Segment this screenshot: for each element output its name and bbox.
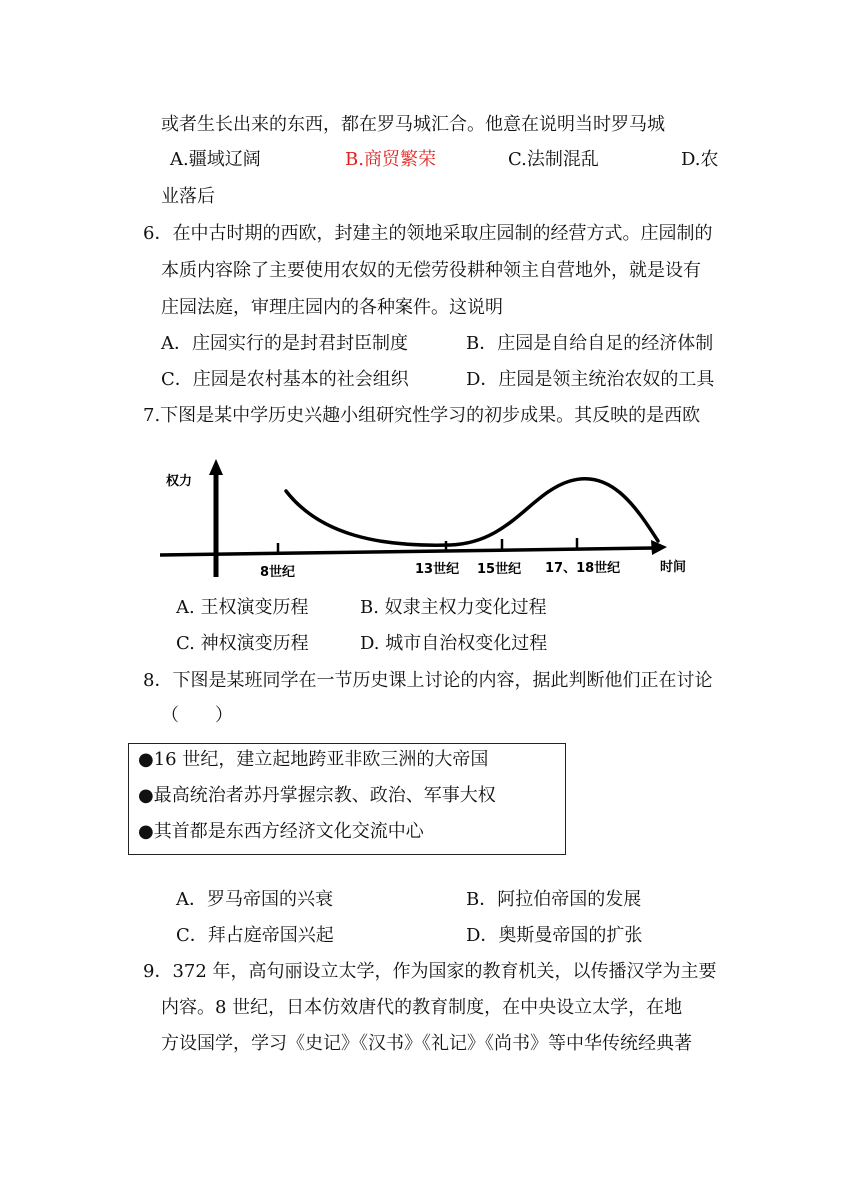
- q9-line2: 内容。8 世纪，日本仿效唐代的教育制度，在中央设立太学，在地: [161, 997, 683, 1018]
- q8-bullet-2: ●最高统治者苏丹掌握宗教、政治、军事大权: [138, 785, 496, 806]
- q6-option-b: B．庄园是自给自足的经济体制: [466, 333, 714, 354]
- tick-label-13: 13世纪: [415, 562, 460, 577]
- x-axis-label: 时间: [660, 560, 687, 575]
- q5-option-a: A.疆域辽阔: [170, 149, 261, 170]
- q6-line2: 本质内容除了主要使用农奴的无偿劳役耕种领主自营地外，就是设有: [161, 260, 701, 281]
- power-curve: [286, 479, 658, 546]
- q8-option-d: D．奥斯曼帝国的扩张: [466, 925, 643, 946]
- q7-option-a: A. 王权演变历程: [176, 597, 309, 618]
- q7-line1: 7.下图是某中学历史兴趣小组研究性学习的初步成果。其反映的是西欧: [143, 405, 701, 426]
- q9-line1: 9．372 年，高句丽设立太学，作为国家的教育机关，以传播汉学为主要: [143, 961, 717, 982]
- q8-option-a: A．罗马帝国的兴衰: [176, 889, 333, 910]
- tick-label-8: 8世纪: [260, 565, 296, 580]
- y-axis-arrow: [209, 459, 223, 475]
- y-axis-label: 权力: [166, 474, 193, 489]
- q8-bullet-3: ●其首都是东西方经济文化交流中心: [138, 821, 424, 842]
- tick-label-15: 15世纪: [477, 562, 522, 577]
- q8-answer-paren: （ ）: [161, 705, 233, 726]
- q8-option-b: B．阿拉伯帝国的发展: [466, 889, 642, 910]
- q7-option-c: C. 神权演变历程: [176, 633, 309, 654]
- q5-line1: 或者生长出来的东西，都在罗马城汇合。他意在说明当时罗马城: [161, 114, 665, 135]
- q8-line1: 8．下图是某班同学在一节历史课上讨论的内容，据此判断他们正在讨论: [143, 670, 713, 691]
- q9-line3: 方设国学，学习《史记》《汉书》《礼记》《尚书》等中华传统经典著: [161, 1033, 692, 1054]
- q8-bullet-1: ●16 世纪，建立起地跨亚非欧三洲的大帝国: [138, 749, 489, 770]
- q8-option-c: C．拜占庭帝国兴起: [176, 925, 334, 946]
- q5-option-d: D.农: [681, 149, 719, 170]
- tick-label-17-18: 17、18世纪: [545, 561, 621, 576]
- power-trend-diagram: [150, 455, 710, 585]
- q6-option-c: C．庄园是农村基本的社会组织: [161, 369, 409, 390]
- q5-option-c: C.法制混乱: [508, 149, 599, 170]
- q6-line3: 庄园法庭，审理庄园内的各种案件。这说明: [161, 297, 503, 318]
- q5-option-d-continued: 业落后: [161, 186, 215, 207]
- q6-option-d: D．庄园是领主统治农奴的工具: [466, 369, 715, 390]
- q7-option-b: B. 奴隶主权力变化过程: [360, 597, 547, 618]
- q7-option-d: D. 城市自治权变化过程: [360, 633, 548, 654]
- q6-option-a: A．庄园实行的是封君封臣制度: [161, 333, 408, 354]
- x-axis: [160, 548, 655, 555]
- q5-option-b: B.商贸繁荣: [345, 149, 436, 170]
- q6-line1: 6．在中古时期的西欧，封建主的领地采取庄园制的经营方式。庄园制的: [143, 223, 713, 244]
